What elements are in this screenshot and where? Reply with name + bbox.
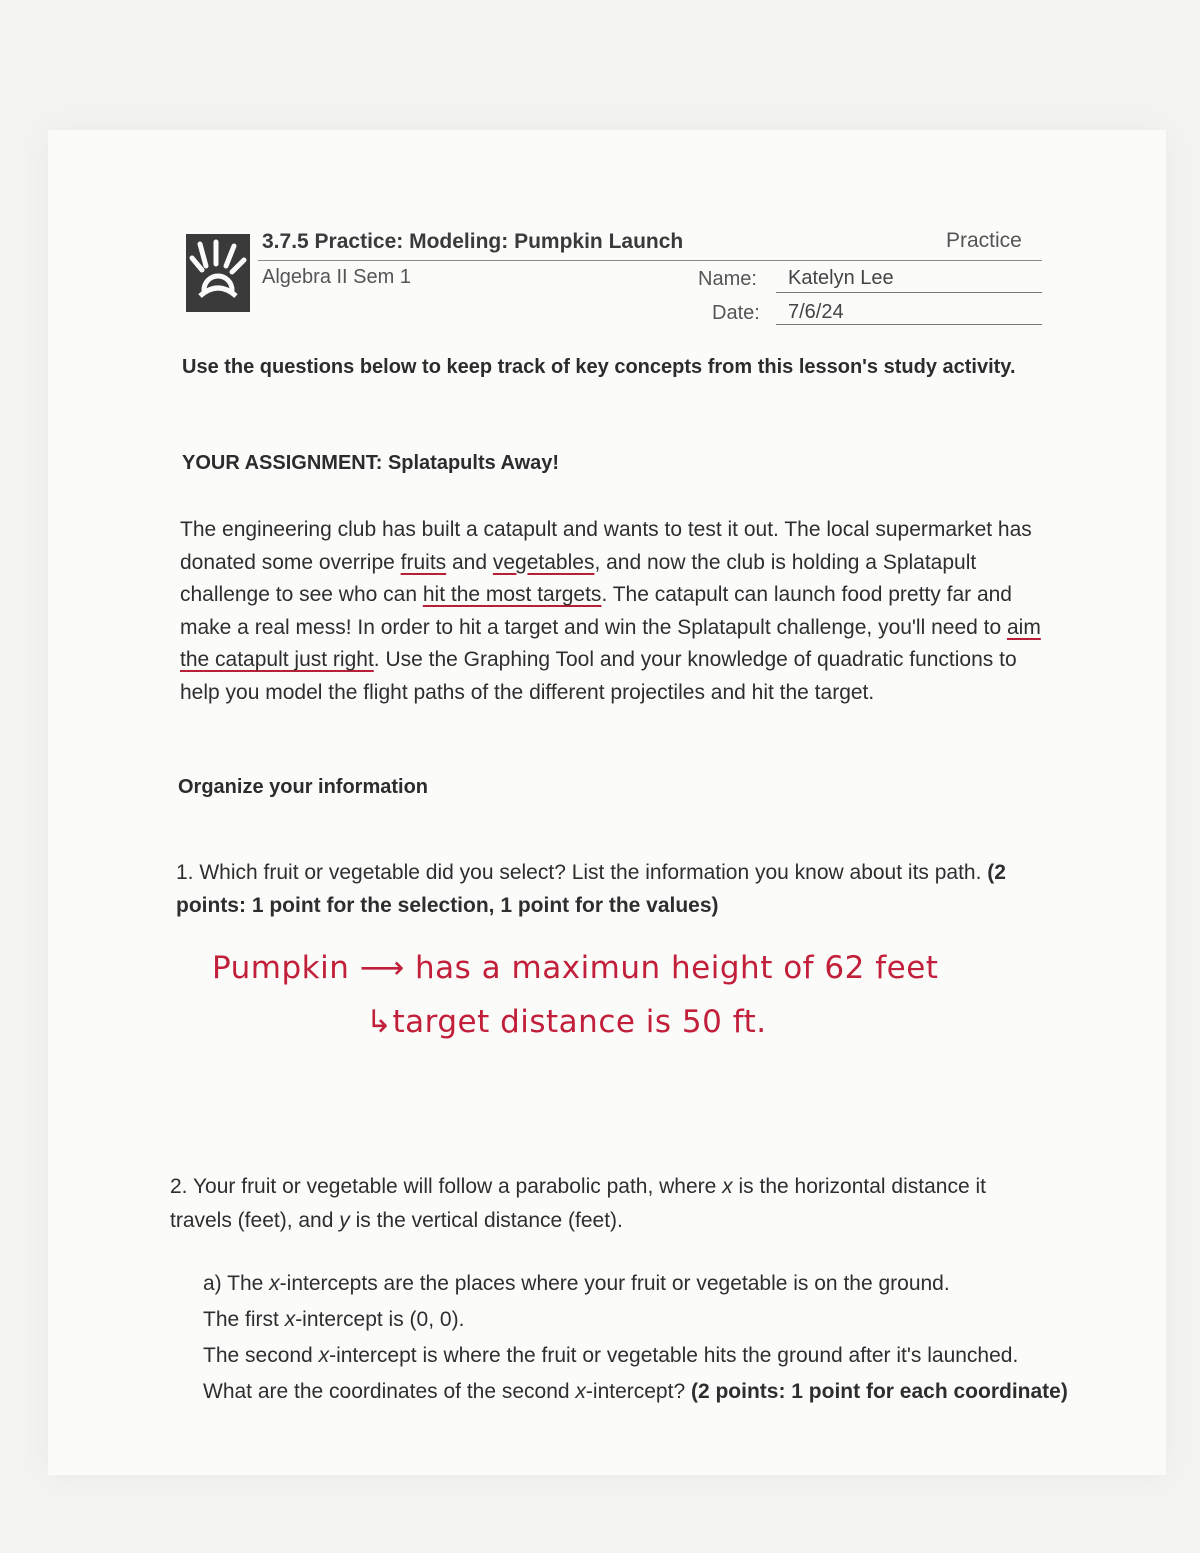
question-2-text: is the vertical distance (feet). (349, 1209, 623, 1232)
paragraph-text: and (446, 550, 493, 574)
date-line (776, 324, 1042, 325)
assignment-heading: YOUR ASSIGNMENT: Splatapults Away! (182, 452, 560, 474)
question-2-text: is the horizontal distance it travels (feet), and (170, 1175, 986, 1232)
header-divider (258, 260, 1042, 261)
date-field[interactable]: 7/6/24 (788, 301, 844, 323)
question-1-points: (2 points: 1 point for the selection, 1 point for the values) (176, 861, 1006, 917)
underlined-phrase: hit the most targets (422, 583, 602, 606)
question-2a-points: (2 points: 1 point for each coordinate) (690, 1380, 1068, 1403)
school-logo-icon (186, 234, 250, 312)
underlined-phrase: fruits (400, 550, 447, 574)
text: The first (203, 1308, 285, 1331)
paragraph-text: , and now the club is holding a Splatapult challenge to see who can (180, 550, 977, 606)
underlined-phrase: vegetables (492, 550, 595, 574)
question-2-text: 2. Your fruit or vegetable will follow a parabolic path, where (170, 1175, 723, 1198)
question-2a-line (203, 1302, 1093, 1338)
assignment-paragraph (180, 514, 1060, 709)
variable-x: x (575, 1380, 586, 1403)
worksheet-type: Practice (946, 229, 1022, 252)
variable-x: x (318, 1344, 330, 1367)
date-label: Date: (712, 302, 760, 324)
variable-x: x (722, 1175, 733, 1198)
underlined-phrase: aim the catapult just right (180, 615, 1041, 671)
text: -intercepts are the places where your fruit or vegetable is on the ground. (279, 1272, 950, 1295)
handwritten-answer-line-2[interactable]: ↳target distance is 50 ft. (366, 1004, 767, 1040)
intro-instructions: Use the questions below to keep track of key concepts from this lesson's study activity. (182, 356, 1016, 378)
name-field[interactable]: Katelyn Lee (788, 267, 894, 289)
text: -intercept is (0, 0). (295, 1308, 465, 1331)
worksheet-title: 3.7.5 Practice: Modeling: Pumpkin Launch (262, 230, 684, 253)
question-2 (170, 1170, 1050, 1238)
paragraph-text: The engineering club has built a catapult and wants to test it out. The local supermarket has donated some overripe (180, 518, 1032, 574)
question-2a-line (203, 1338, 1093, 1374)
text: a) The (203, 1272, 270, 1295)
name-label: Name: (698, 268, 757, 290)
question-1 (176, 857, 1056, 922)
paragraph-text: . The catapult can launch food pretty far and make a real mess! In order to hit a target and win the Splatapult challenge, you'll need to (180, 583, 1012, 639)
text: What are the coordinates of the second (203, 1380, 576, 1403)
variable-y: y (339, 1209, 350, 1232)
text: The second (203, 1344, 319, 1367)
question-2a-line (203, 1374, 1093, 1410)
variable-x: x (284, 1308, 296, 1331)
paragraph-text: . Use the Graphing Tool and your knowledge of quadratic functions to help you model the flight paths of the different projectiles and hit the target. (180, 648, 1017, 704)
organize-heading: Organize your information (178, 776, 429, 798)
course-name: Algebra II Sem 1 (262, 266, 411, 288)
question-1-text: 1. Which fruit or vegetable did you select? List the information you know about its path. (176, 861, 988, 884)
text: -intercept? (585, 1380, 691, 1403)
handwritten-answer-line-1[interactable]: Pumpkin ⟶ has a maximun height of 62 feet (212, 950, 939, 986)
name-line (776, 292, 1042, 293)
question-2a-line (203, 1266, 1093, 1302)
question-2a (203, 1266, 1093, 1410)
variable-x: x (269, 1272, 280, 1295)
text: -intercept is where the fruit or vegetable hits the ground after it's launched. (329, 1344, 1019, 1367)
